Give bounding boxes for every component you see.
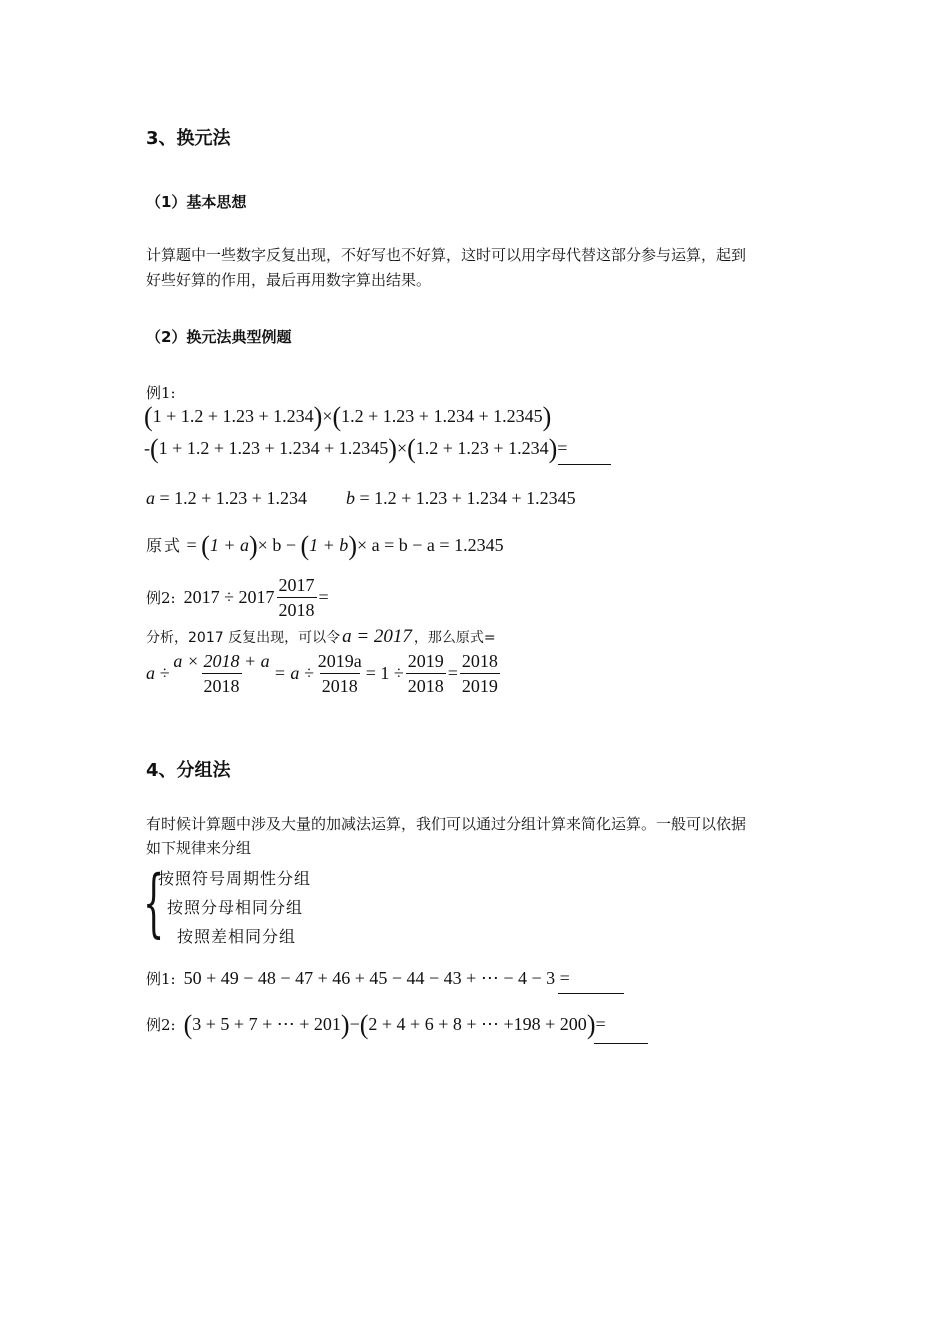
example-1-expr: 50 + 49 − 48 − 47 + 46 + 45 − 44 − 43 + ⋯ − 4 − 3 = bbox=[183, 968, 570, 988]
fraction-denominator: 2019 bbox=[460, 673, 500, 697]
close-paren: ) bbox=[313, 401, 323, 432]
result-tail: × a = b − a = 1.2345 bbox=[356, 535, 504, 555]
example-2-solution bbox=[146, 650, 502, 697]
fraction-denominator: 2018 bbox=[277, 597, 317, 621]
expr-group-1: 1 + 1.2 + 1.23 + 1.234 bbox=[152, 406, 314, 426]
subsection-basic-idea: （1）基本思想 bbox=[146, 193, 247, 211]
result-eq: = bbox=[182, 535, 202, 555]
example-1-result bbox=[146, 530, 504, 561]
close-paren: ) bbox=[388, 433, 397, 464]
times-sign: × bbox=[396, 438, 408, 458]
paragraph-line-1: 有时候计算题中涉及大量的加减法运算，我们可以通过分组计算来简化运算。一般可以依据 bbox=[146, 815, 747, 833]
grouping-rule-2: 按照分母相同分组 bbox=[167, 898, 304, 917]
example-1-label: 例1: bbox=[146, 970, 176, 988]
sub-a-expr: = 1.2 + 1.23 + 1.234 bbox=[155, 488, 307, 508]
solution-step-3: = 1 ÷ bbox=[365, 663, 404, 683]
close-paren: ) bbox=[340, 1009, 350, 1040]
expr-group-1: 3 + 5 + 7 + ⋯ + 201 bbox=[192, 1014, 341, 1034]
close-paren: ) bbox=[542, 401, 552, 432]
var-b: b bbox=[346, 488, 355, 508]
open-paren: ( bbox=[183, 1009, 193, 1040]
expr-group-2: 1.2 + 1.23 + 1.234 + 1.2345 bbox=[341, 406, 543, 426]
expr-group-2: 2 + 4 + 6 + 8 + ⋯ +198 + 200 bbox=[368, 1014, 587, 1034]
fraction-numerator: 2017 bbox=[278, 575, 315, 595]
result-group-1: 1 + a bbox=[209, 535, 249, 555]
section-4-example-1 bbox=[146, 968, 570, 989]
example-2-label: 例2: bbox=[146, 589, 176, 607]
fraction-numerator: 2019 bbox=[407, 651, 444, 671]
open-paren: ( bbox=[332, 401, 342, 432]
result-middle-1: × b − bbox=[257, 535, 301, 555]
result-label: 原式 bbox=[146, 536, 183, 555]
result-group-2: 1 + b bbox=[309, 535, 349, 555]
analysis-substitution: a = 2017 bbox=[342, 626, 412, 647]
left-brace: { bbox=[143, 860, 165, 946]
open-paren: ( bbox=[300, 530, 310, 561]
expr-group-3: 1 + 1.2 + 1.23 + 1.234 + 1.2345 bbox=[158, 438, 389, 458]
example-1-line-2 bbox=[144, 433, 568, 464]
equals-sign: = bbox=[318, 587, 329, 607]
example-2-expr: 2017 ÷ 2017 bbox=[183, 587, 275, 607]
sub-b-expr: = 1.2 + 1.23 + 1.234 + 1.2345 bbox=[355, 488, 576, 508]
fraction bbox=[316, 650, 364, 697]
open-paren: ( bbox=[359, 1009, 369, 1040]
example-2-label: 例2: bbox=[146, 1016, 176, 1034]
fraction-denominator: 2018 bbox=[320, 673, 360, 697]
equals-sign: = bbox=[557, 438, 568, 458]
minus-sign: - bbox=[144, 438, 150, 458]
fraction-numerator: a × 2018 + a bbox=[173, 651, 270, 671]
section-3-title: 3、换元法 bbox=[146, 128, 231, 149]
open-paren: ( bbox=[150, 433, 159, 464]
minus-sign: − bbox=[349, 1014, 360, 1034]
solution-step-2: = a ÷ bbox=[273, 663, 314, 683]
close-paren: ) bbox=[548, 433, 558, 464]
close-paren: ) bbox=[586, 1009, 596, 1040]
section-4-title: 4、分组法 bbox=[146, 760, 231, 781]
fraction bbox=[406, 650, 446, 697]
paragraph-line-2: 好些好算的作用，最后再用数字算出结果。 bbox=[146, 271, 432, 289]
open-paren: ( bbox=[144, 401, 153, 432]
fraction bbox=[171, 650, 271, 697]
close-paren: ) bbox=[348, 530, 357, 561]
example-2-analysis bbox=[146, 626, 496, 648]
subsection-examples: （2）换元法典型例题 bbox=[146, 328, 292, 346]
equals-sign: = bbox=[595, 1014, 606, 1034]
fraction-denominator: 2018 bbox=[202, 673, 242, 697]
close-paren: ) bbox=[249, 530, 258, 561]
substitution-b bbox=[346, 488, 576, 509]
open-paren: ( bbox=[201, 530, 210, 561]
example-1-line-1 bbox=[144, 401, 552, 432]
paragraph-line-1: 计算题中一些数字反复出现，不好写也不好算，这时可以用字母代替这部分参与运算，起到 bbox=[146, 246, 747, 264]
example-2-expression bbox=[146, 574, 329, 621]
answer-blank bbox=[594, 1043, 648, 1044]
answer-blank bbox=[558, 993, 624, 994]
substitution-a bbox=[146, 488, 307, 509]
open-paren: ( bbox=[407, 433, 416, 464]
answer-blank bbox=[558, 464, 611, 465]
times-sign: × bbox=[322, 406, 333, 426]
solution-step-4: = bbox=[447, 663, 458, 683]
paragraph-line-2: 如下规律来分组 bbox=[146, 839, 252, 857]
var-a: a bbox=[146, 488, 155, 508]
grouping-rule-3: 按照差相同分组 bbox=[177, 927, 297, 946]
analysis-text: 分析，2017 反复出现，可以令 bbox=[146, 630, 341, 646]
expr-group-4: 1.2 + 1.23 + 1.234 bbox=[415, 438, 549, 458]
example-1-label: 例1: bbox=[146, 384, 176, 402]
grouping-rule-1: 按照符号周期性分组 bbox=[158, 869, 312, 888]
section-4-example-2 bbox=[146, 1009, 606, 1040]
fraction-numerator: 2018 bbox=[461, 651, 498, 671]
fraction bbox=[277, 574, 317, 621]
analysis-tail: ，那么原式= bbox=[413, 630, 496, 646]
solution-step-1: a ÷ bbox=[146, 663, 170, 683]
fraction bbox=[460, 650, 500, 697]
fraction-numerator: 2019a bbox=[317, 651, 362, 671]
fraction-denominator: 2018 bbox=[406, 673, 446, 697]
